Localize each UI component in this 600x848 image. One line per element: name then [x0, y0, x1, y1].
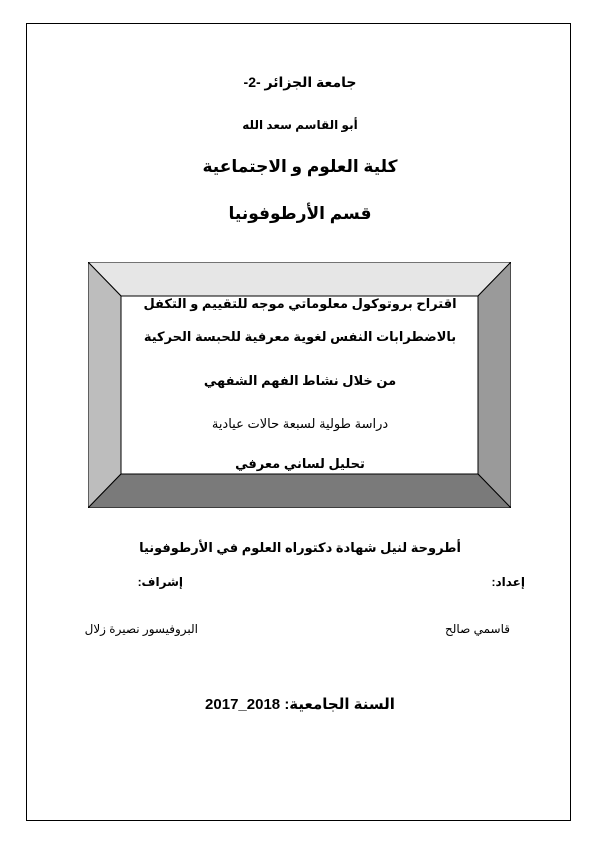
supervised-by-name: البروفيسور نصيرة زلال: [84, 622, 198, 636]
supervised-by-label: إشراف:: [137, 575, 183, 589]
title-line-4: دراسة طولية لسبعة حالات عيادية: [211, 416, 389, 431]
thesis-statement: أطروحة لنيل شهادة دكتوراه العلوم في الأرطوفونيا: [139, 540, 461, 555]
title-line-1: اقتراح بروتوكول معلوماتي موجه للتقييم و التكفل: [143, 296, 457, 311]
title-line-2: بالاضطرابات النفس لغوية معرفية للحبسة الحركية: [143, 329, 457, 344]
department-name: قسم الأرطوفونيا: [228, 204, 372, 223]
university-name: جامعة الجزائر -2-: [243, 74, 357, 90]
prepared-by-label: إعداد:: [491, 575, 525, 589]
title-line-5: تحليل لساني معرفي: [235, 456, 365, 471]
academic-year-label: السنة الجامعية:: [284, 696, 395, 713]
academic-year-value: 2017_2018: [205, 696, 281, 713]
academic-year: [0, 695, 600, 713]
campus-name: أبو القاسم سعد الله: [242, 118, 358, 132]
prepared-by-name: قاسمي صالح: [445, 622, 510, 636]
faculty-name: كلية العلوم و الاجتماعية: [202, 157, 398, 176]
title-line-3: من خلال نشاط الفهم الشفهي: [203, 373, 397, 388]
